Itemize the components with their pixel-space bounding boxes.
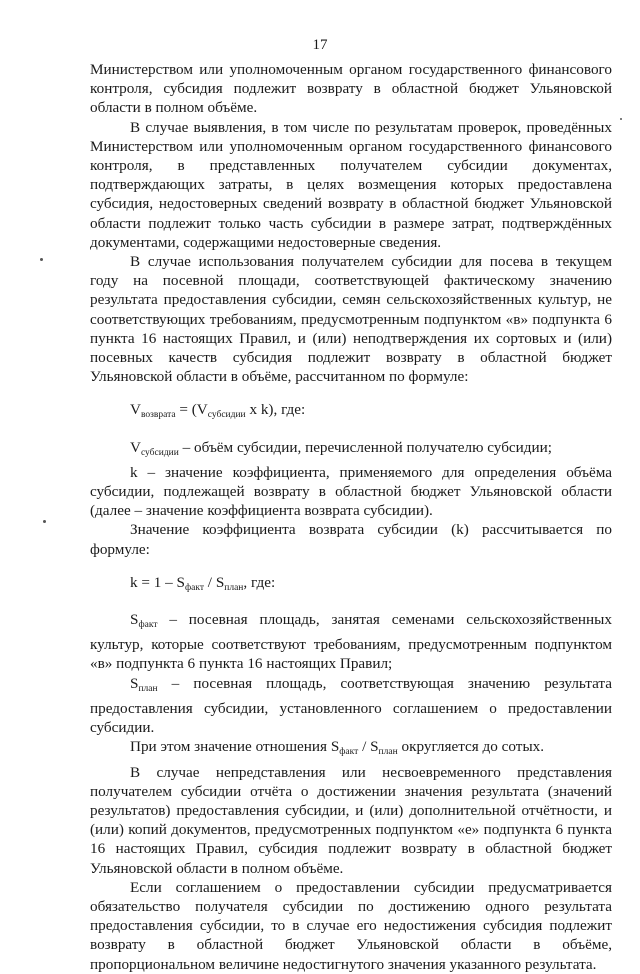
definition-k: k – значение коэффициента, применяемого для определения объёма субсидии, подлежащей возврату в областной бюджет Ульяновской области (далее – значение коэффициента возврата субсидии). xyxy=(90,463,612,520)
formula-k: $k = 1 - S_{факт} / S_{план}$, где: xyxy=(130,573,276,593)
rounding-note: При этом значение отношения $S_{факт} / S_{план}$ округляется до сотых. xyxy=(130,738,545,758)
paragraph: Значение коэффициента возврата субсидии (k) рассчитывается по формуле: xyxy=(90,521,612,558)
definition-s-plan: $S_{план}$ – посевная площадь, соответствующая значению результата предоставления субсидии, установленного соглашением о предоставлении субсидии. xyxy=(90,674,612,737)
paragraph: В случае выявления, в том числе по результатам проверок, проведённых Министерством или уполномоченным органом государственного финансового контроля, в представленных получателем субсидии документах, подтверждающих затраты, в целях возмещения которых предоставлена субсидия, недостоверных сведений возврату в областной бюджет Ульяновской области подлежит только часть субсидии в размере затрат, подтверждённых документами, содержащими недостоверные сведения. xyxy=(90,118,612,251)
page-number: 17 xyxy=(312,37,328,53)
formula-v-return: $V_{возврата} = (V_{субсидии}$ x k), где: xyxy=(130,401,306,421)
definition-s-fact: $S_{факт}$ – посевная площадь, занятая семенами сельскохозяйственных культур, которые соответствуют требованиям, предусмотренным подпунктом «в» подпункта 6 пункта 16 настоящих Правил; xyxy=(90,611,612,673)
scan-speck xyxy=(40,258,43,261)
scan-speck xyxy=(620,118,622,120)
scan-speck xyxy=(43,520,46,523)
paragraph: Министерством или уполномоченным органом государственного финансового контроля, субсидия подлежит возврату в областной бюджет Ульяновской области в полном объёме. xyxy=(90,61,612,117)
paragraph: В случае использования получателем субсидии для посева в текущем году на посевной площади, соответствующей фактическому значению результата предоставления субсидии, семян сельскохозяйственных культур, не соответствующих требованиям, предусмотренным подпунктом «в» подпункта 6 пункта 16 настоящих Правил, и (или) неподтверждения их сортовых и (или) посевных качеств субсидия подлежит возврату в областной бюджет Ульяновской области в объёме, рассчитанном по формуле: xyxy=(90,253,612,386)
paragraph: Если соглашением о предоставлении субсидии предусматривается обязательство получателя субсидии по достижению одного результата предоставления субсидии, то в случае его недостижения субсидия подлежит возврату в областной бюджет Ульяновской области в объёме, пропорциональном величине недостигнутого значения указанного результата. xyxy=(90,878,612,973)
document-body xyxy=(90,60,612,974)
paragraph: В случае непредставления или несвоевременного представления получателем субсидии отчёта о достижении значения результата (значений результатов) предоставления субсидии, и (или) дополнительной отчётности, и (или) копий документов, предусмотренных подпунктом «е» подпункта 6 пункта 16 настоящих Правил, субсидия подлежит возврату в областной бюджет Ульяновской области в полном объёме. xyxy=(90,763,612,877)
definition-v-subsidy: $V_{субсидии}$ – объём субсидии, перечисленной получателю субсидии; xyxy=(130,438,553,458)
